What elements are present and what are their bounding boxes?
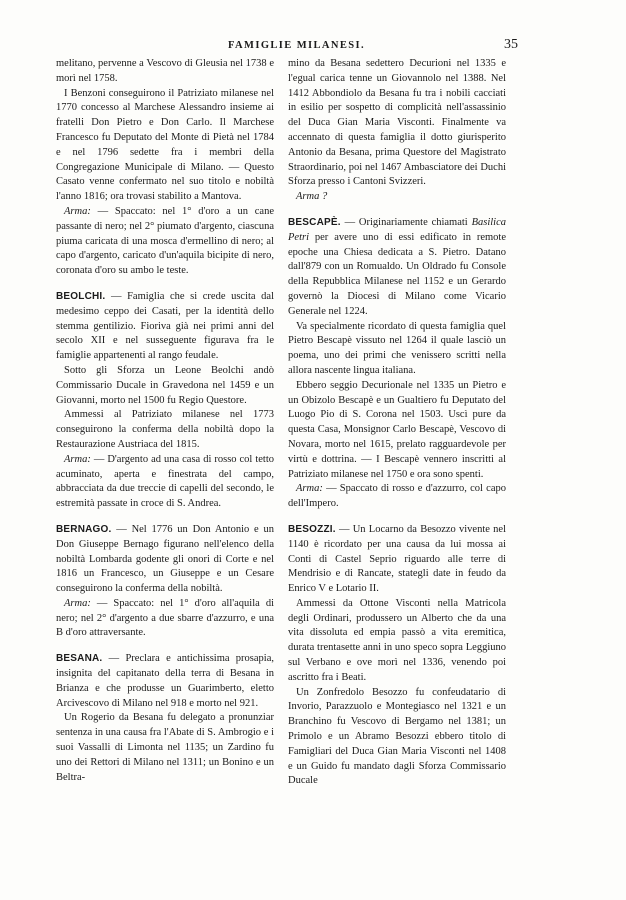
entry-title: BESOZZI. [288,523,336,535]
entry-text: — Originariamente chiamati [340,216,472,228]
arms-text: — Spaccato di rosso e d'azzurro, col capo dell'Impero. [288,483,506,510]
entry-besozzi [288,523,506,597]
entry-text-italic: Basilica Petri [288,216,506,243]
right-column [288,57,506,789]
paragraph: Ammessi al Patriziato milanese nel 1773 conseguirono la conferma della nobiltà dopo la Restaurazione Austriaca del 1815. [56,409,274,450]
arms-label: Arma: [64,205,91,217]
arms-paragraph [56,597,274,641]
paragraph: Ammessi da Ottone Visconti nella Matricola degli Ordinari, produssero un Alberto che da una vita dissoluta ed empia passò a vita eremitica, durata trentasette anni in uno speco sopra Leggiuno sul Verbano e ove morì nel 1336, venendo poi ascritto fra i Beati. [288,597,506,683]
arms-label: Arma: [64,453,91,465]
entry-text: — Un Locarno da Besozzo vivente nel 1140 è ricordato per una causa da lui mossa ai Conti di Castel Seprio riguardo alle terre di Mendrisio e di Rancate, stategli date in feudo da Enrico V e Lotario II. [288,523,506,595]
entry-bernago [56,523,274,597]
entry-besana [56,652,274,711]
entry-text: — Preclara e antichissima prosapia, insignita del capitanato della terra di Besana in Brianza e che produsse un Guarimberto, eletto Arcivescovo di Milano nel 918 e morto nel 921. [56,653,274,709]
arms-text: — Spaccato: nel 1° d'oro all'aquila di nero; nel 2° d'argento a due sbarre d'azzurro, e una B d'oro attraversante. [56,597,274,639]
paragraph: Un Zonfredolo Besozzo fu confeudatario di Invorio, Parazzuolo e Montegiasco nel 1321 e un Branchino fu Vescovo di Bergamo nel 1381; un Primolo e un Abramo Besozzi ebbero titolo di Famigliari del Duca Gian Maria Visconti nel 1408 e un Guido fu mandato dagli Sforza Commissario Ducale [288,686,506,787]
arms-label: Arma: [64,597,91,609]
paragraph: I Benzoni conseguirono il Patriziato milanese nel 1770 concesso al Marchese Alessandro insieme ai fratelli Don Pietro e Don Carlo. Il Marchese Francesco fu Deputato del Monte di Pietà nel 1784 e nel 1796 sedette fra i membri della Congregazione Municipale di Milano. — Questo Casato venne confermato nel suo titolo e nobiltà l'anno 1816; ora trovasi stabilito a Mantova. [56,87,274,203]
entry-title: BESCAPÈ. [288,216,341,228]
entry-title: BERNAGO. [56,523,112,535]
arms-paragraph [56,205,274,279]
paragraph: Va specialmente ricordato di questa famiglia quel Pietro Bescapè vissuto nel 1264 il quale lasciò un poema, uno dei primi che venissero scritti nella allora nascente lingua italiana. [288,320,506,376]
paragraph: Sotto gli Sforza un Leone Beolchi andò Commissario Ducale in Gravedona nel 1459 e un Giovanni, morto nel 1500 fu Regio Questore. [56,364,274,406]
page-number: 35 [504,37,518,52]
arms-unknown: Arma ? [296,191,328,203]
entry-beolchi [56,290,274,364]
arms-paragraph [288,482,506,512]
entry-title: BEOLCHI. [56,290,106,302]
arms-text: — D'argento ad una casa di rosso col tetto acuminato, aperta e finestrata del campo, abbracciata da due treccie di capelli del secondo, le estremità passate in croce di S. Andrea. [56,453,274,510]
arms-label: Arma: [296,483,323,495]
entry-bescape [288,216,506,320]
entry-text: per avere uno di essi edificato in remote epoche una Chiesa dedicata a S. Pietro. Datano dall'879 con un Romualdo. Un Oldrado fu Console della Repubblica Milanese nel 1152 e un Gerardo governò la Diocesi di Milano come Vicario Generale nel 1224. [288,231,506,317]
entry-title: BESANA. [56,653,103,665]
paragraph: melitano, pervenne a Vescovo di Gleusia nel 1738 e morì nel 1758. [56,58,274,84]
arms-text: — Spaccato: nel 1° d'oro a un cane passante di nero; nel 2° piumato d'argento, ciascuna piuma caricata di una mosca d'ermellino di nero; al capo d'argento, caricato d'un'aquila bicipite di nero, coronata d'oro su ambo le teste. [56,205,274,277]
paragraph: Ebbero seggio Decurionale nel 1335 un Pietro e un Obizolo Bescapè e un Gualtiero fu Deputato del Luogo Pio di S. Corona nel 1503. Uscì pure da questa Casa, Monsignor Carlo Bescapè, Vescovo di Novara, morto nel 1615, prelato ragguardevole per virtù e dottrina. — I Bescapè vennero inscritti al Patriziato milanese nel 1750 e ora sono spenti. [288,379,506,480]
arms-paragraph [56,453,274,512]
entry-text: — Nel 1776 un Don Antonio e un Don Giuseppe Bernago figurano nell'elenco della nobiltà Lombarda godente gli onori di Corte e nel 1816 un Francesco, un Giuseppe e un Cesare conseguirono la conferma della nobiltà. [56,523,274,595]
entry-text: — Famiglia che si crede uscita dal medesimo ceppo dei Casati, per la identità dello stemma gentilizio. Fioriva già nei primi anni del secolo XII e nel susseguente figurava fra le famiglie appartenenti al rango feudale. [56,290,274,362]
left-column [56,57,274,785]
running-title: FAMIGLIE MILANESI. [228,40,366,51]
paragraph: mino da Besana sedettero Decurioni nel 1335 e l'egual carica tenne un Giovannolo nel 1388. Nel 1412 Abbondiolo da Besana fu tra i nobili cacciati in esilio per sospetto di complicità nell'assassinio del Duca Gian Maria Visconti. Finalmente va accennato di questa famiglia il dotto giurisperito Antonio da Besana, prima Questore del Magistrato Straordinario, poi nel 1467 Ambasciatore dei Duchi Sforza presso i Cantoni Svizzeri. [288,58,506,188]
paragraph: Un Rogerio da Besana fu delegato a pronunziar sentenza in una causa fra l'Abate di S. Ambrogio e i suoi Vassalli di Limonta nel 1135; un Zardino fu uno dei Rettori di Milano nel 1311; un Bonino e un Beltra- [56,712,274,783]
